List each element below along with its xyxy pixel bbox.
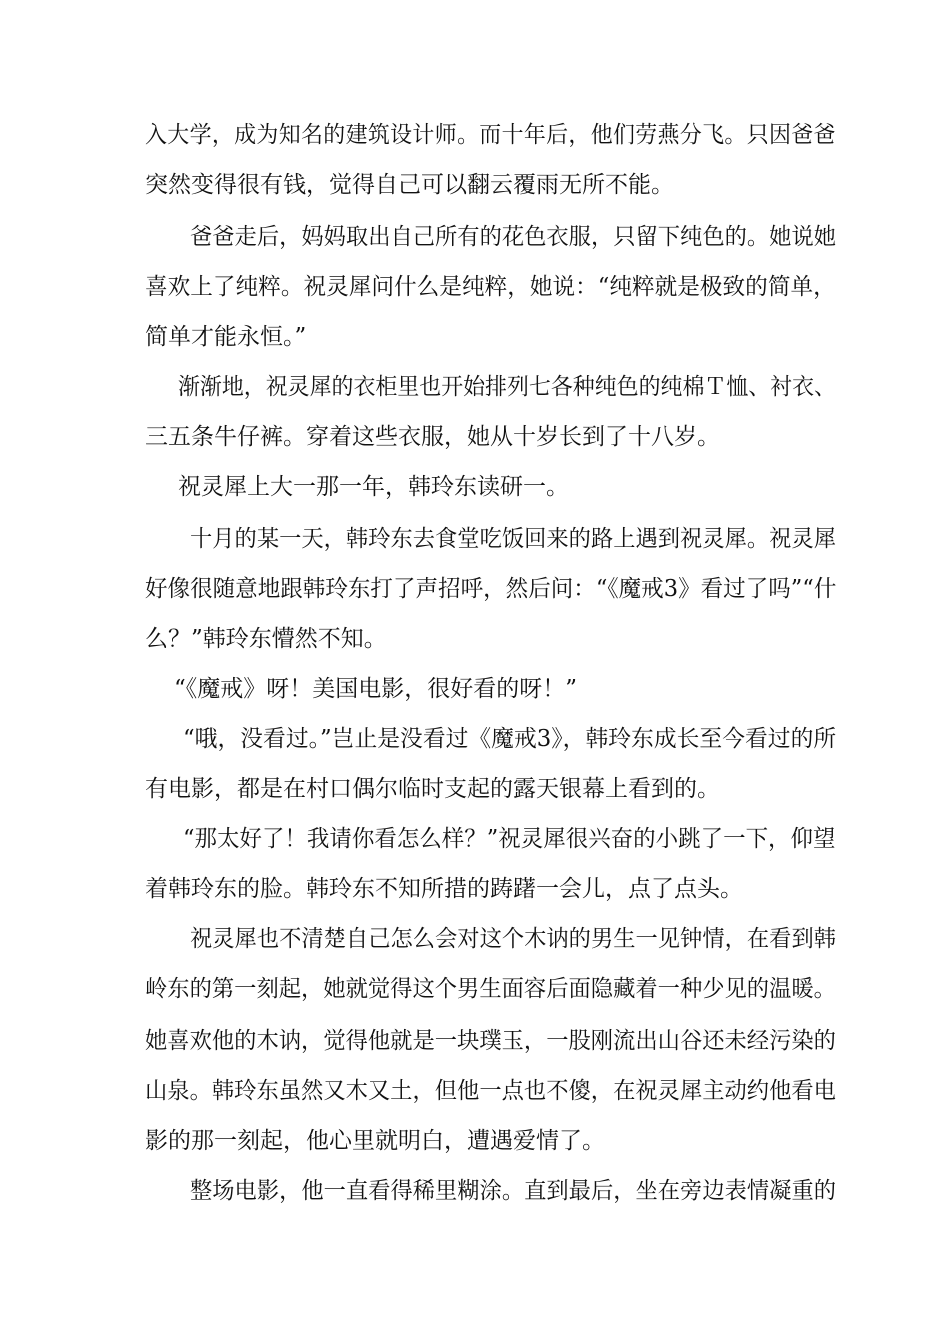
text-line: 简单才能永恒。”: [145, 324, 307, 350]
text-line: 祝灵犀也不清楚自己怎么会对这个木讷的男生一见钟情，在看到韩: [190, 926, 836, 952]
text-line: 入大学，成为知名的建筑设计师。而十年后，他们劳燕分飞。只因爸爸: [145, 122, 836, 148]
text-line: 整场电影，他一直看得稀里糊涂。直到最后，坐在旁边表情凝重的: [190, 1178, 836, 1204]
text-line: 她喜欢他的木讷，觉得他就是一块璞玉，一股刚流出山谷还未经污染的: [145, 1028, 836, 1054]
text-line: 有电影，都是在村口偶尔临时支起的露天银幕上看到的。: [145, 776, 720, 802]
text-line: 祝灵犀上大一那一年，韩玲东读研一。: [178, 474, 569, 500]
text-line: “哦，没看过。”岂止是没看过《魔戒3》，韩玲东成长至今看过的所: [183, 726, 837, 752]
text-line: 好像很随意地跟韩玲东打了声招呼，然后问：“《魔戒3》看过了吗”“什: [145, 576, 837, 602]
text-line: 么？”韩玲东懵然不知。: [145, 626, 387, 652]
text-line: 十月的某一天，韩玲东去食堂吃饭回来的路上遇到祝灵犀。祝灵犀: [190, 526, 836, 552]
text-line: 渐渐地，祝灵犀的衣柜里也开始排列七各种纯色的纯棉Ｔ恤、衬衣、: [178, 374, 836, 400]
text-line: 着韩玲东的脸。韩玲东不知所措的踌躇一会儿，点了点头。: [145, 876, 743, 902]
text-line: 爸爸走后，妈妈取出自己所有的花色衣服，只留下纯色的。她说她: [190, 224, 836, 250]
text-line: 影的那一刻起，他心里就明白，遭遇爱情了。: [145, 1128, 605, 1154]
text-line: “《魔戒》呀！美国电影，很好看的呀！”: [174, 676, 578, 702]
text-line: 喜欢上了纯粹。祝灵犀问什么是纯粹，她说：“纯粹就是极致的简单，: [145, 274, 836, 300]
text-line: 三五条牛仔裤。穿着这些衣服，她从十岁长到了十八岁。: [145, 424, 720, 450]
text-line: 山泉。韩玲东虽然又木又土，但他一点也不傻，在祝灵犀主动约他看电: [145, 1078, 836, 1104]
text-line: 岭东的第一刻起，她就觉得这个男生面容后面隐藏着一种少见的温暖。: [145, 976, 836, 1002]
text-line: “那太好了！我请你看怎么样？”祝灵犀很兴奋的小跳了一下，仰望: [183, 826, 836, 852]
text-line: 突然变得很有钱，觉得自己可以翻云覆雨无所不能。: [145, 172, 674, 198]
